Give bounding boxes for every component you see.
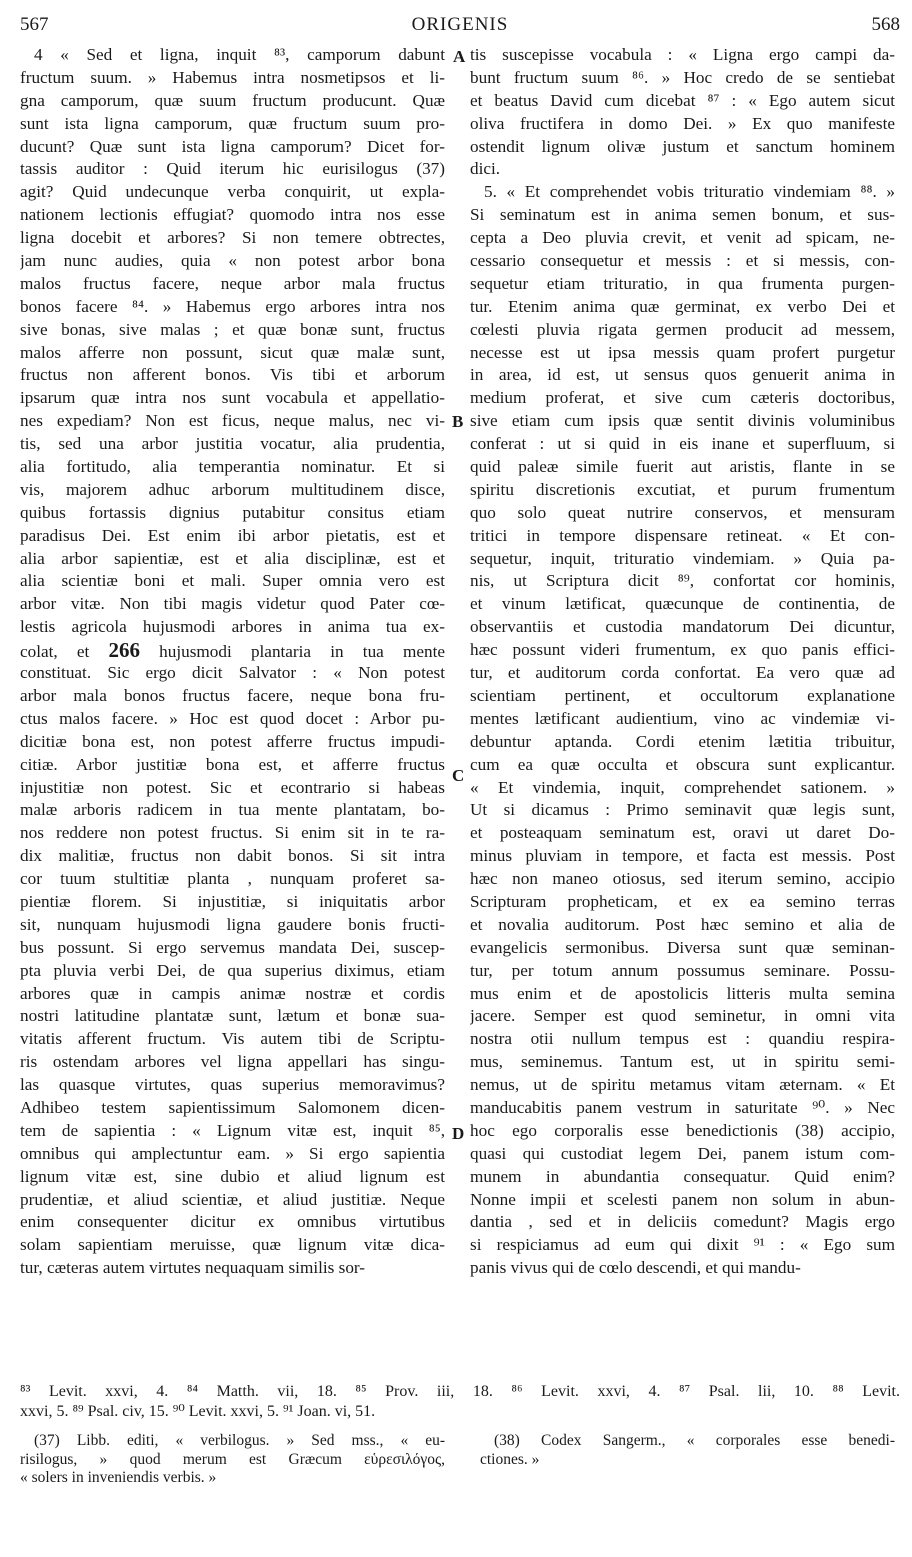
text-line: nostri latitudine plantatæ sunt, lætum et bonæ sua- (20, 1006, 445, 1026)
text-line: Scripturam propheticam, et ex ea semino terras (470, 891, 895, 911)
text-line: spiritu discretionis excutiat, et purum frumentum (470, 479, 895, 499)
text-line: fructus non afferent bonos. Vis tibi et arborum (20, 365, 445, 385)
text-line: Si seminatum est in anima semen bonum, et sus- (470, 205, 895, 225)
text-line: tis suscepisse vocabula : « Ligna ergo campi da- (470, 45, 895, 64)
critical-note-line: (38) Codex Sangerm., « corporales esse benedi- (494, 1432, 895, 1449)
text-line: mus, seminemus. Tantum est, ut in spiritu semi- (470, 1052, 895, 1072)
text-line: bunt fructum suum ⁸⁶. » Hoc credo de se sentiebat (470, 67, 895, 87)
critical-note-line: ctiones. » (480, 1450, 540, 1468)
critical-note-line: (37) Libb. editi, « verbilogus. » Sed mss., « eu- (34, 1432, 445, 1449)
text-line: medium proferat, et sive cum cæteris doctoribus, (470, 388, 895, 408)
text-line: cum ea quæ occulta et obscura sunt explicantur. (470, 754, 895, 774)
text-line: sunt ista ligna camporum, quæ fructum suum pro- (20, 113, 445, 133)
text-line: sequetur etiam trituratio, in qua frumenta purgen- (470, 273, 895, 293)
text-line: Adhibeo testem sapientissimum Salomonem dicen- (20, 1097, 445, 1117)
footnote-reference-line: xxvi, 5. ⁸⁹ Psal. civ, 15. ⁹⁰ Levit. xxvi, 5. ⁹¹ Joan. vi, 51. (20, 1403, 376, 1420)
text-line: tritici in tempore dispensare retineat. « Et con- (470, 525, 895, 545)
text-line: nes expediam? Non est ficus, neque malus, nec vi- (20, 411, 445, 431)
text-line: et beatus David cum dicebat ⁸⁷ : « Ego autem sicut (470, 90, 895, 110)
text-line: solam sapientiam meruisse, quæ lignum vitæ dica- (20, 1235, 445, 1255)
text-line: sit, nunquam hujusmodi ligna gaudere bonis fructi- (20, 914, 445, 934)
text-line: alia scientiæ boni et mali. Super omnia vero est (20, 571, 445, 591)
text-line: si respiciamus ad eum qui dixit ⁹¹ : « Ego sum (470, 1235, 895, 1255)
page-header (20, 14, 900, 40)
text-line: fructum suum. » Habemus intra nosmetipsos et li- (20, 67, 445, 87)
text-line: mus enim et de apostolicis litteris multa semina (470, 983, 895, 1003)
text-line: cor tuum stultitiæ planta , nunquam proferet sa- (20, 869, 445, 889)
right-text-column (470, 44, 895, 1280)
text-line: quibus fortassis dignius putabitur consitus etiam (20, 502, 445, 522)
text-line: Ut si dicamus : Primo seminavit quæ legis sunt, (470, 800, 895, 820)
text-line: scientiam pertinent, et occultorum explanatione (470, 685, 895, 705)
text-line: prudentiæ, et aliud scientiæ, et aliud justitiæ. Neque (20, 1189, 445, 1209)
text-line: munem in abundantia consequatur. Quid enim? (470, 1166, 895, 1186)
text-line: Nonne impii et scelesti panem non solum in abun- (470, 1189, 895, 1209)
text-line: ipsarum quæ intra nos sunt vocabula et appellatio- (20, 388, 445, 408)
margin-mark-b: B (452, 412, 464, 431)
text-line: tis, sed una arbor justitia vocatur, alia prudentia, (20, 434, 445, 454)
text-line: sequetur, inquit, trituratio vindemiam. » Quia pa- (470, 548, 895, 568)
text-line: manducabitis panem vestrum in saturitate ⁹⁰. » Nec (470, 1097, 895, 1117)
text-line: oliva fructifera in domo Dei. » Ex quo manifeste (470, 113, 895, 133)
margin-mark-c: C (452, 766, 465, 785)
text-line: colat, et 266 hujusmodi plantaria in tua mente (20, 639, 445, 663)
text-line: jam nunc audies, quia « non potest arbor bona (20, 251, 445, 271)
left-text-column (20, 44, 445, 1280)
text-line: et novalia auditorum. Post hæc semino et alia de (470, 914, 895, 934)
text-line: sive bonas, sive malas ; et quæ bonæ sunt, fructus (20, 319, 445, 339)
page-number-right: 568 (871, 14, 900, 35)
text-line: malæ arboris radicem in tua mente plantatam, bo- (20, 800, 445, 820)
text-line: arbor mala bonos fructus facere, neque bona fru- (20, 685, 445, 705)
text-line: constituat. Sic ergo dicit Salvator : « Non potest (20, 663, 445, 683)
margin-mark-d: D (452, 1124, 465, 1143)
text-line: panis vivus qui de cœlo descendi, et qui mandu- (470, 1258, 801, 1278)
text-line: agit? Quid undecunque verba conquirit, ut expla- (20, 182, 445, 202)
text-line: tem de sapientia : « Lignum vitæ est, inquit ⁸⁵, (20, 1120, 445, 1140)
scripture-references (20, 1382, 900, 1422)
column-number-marker: 266 (108, 639, 140, 663)
critical-note-line: « solers in inveniendis verbis. » (20, 1469, 217, 1486)
text-line: hæc possunt videri frumentum, ex quo panis effici- (470, 640, 895, 660)
text-line: paradisus Dei. Est enim ibi arbor pietatis, est et (20, 525, 445, 545)
text-line: cepta a Deo pluvia crevit, et venit ad spicam, ne- (470, 228, 895, 248)
text-line: alia arbor sapientiæ, est et alia disciplinæ, est et (20, 548, 445, 568)
text-line: ostendit lignum olivæ justum et sanctum hominem (470, 136, 895, 156)
text-line: alia fortitudo, alia temperantia nominatur. Et si (20, 457, 445, 477)
text-line: dantia , sed et in deliciis comedunt? Magis ergo (470, 1212, 895, 1232)
text-line: lestis agricola hujusmodi arbores in anima tua ex- (20, 617, 445, 637)
text-line: in area, id est, ut sensus quos genuerit anima in (470, 365, 895, 385)
text-line: nos reddere non potest fructus. Si enim sit in te ra- (20, 823, 445, 843)
text-line: tassis auditor : Quid iterum hic eurisilogus (37) (20, 159, 445, 179)
text-line: tur, cæteras autem virtutes nequaquam similis sor- (20, 1258, 366, 1278)
text-line: dici. (470, 159, 501, 179)
text-line: jacere. Semper est quod seminetur, in omni vita (470, 1006, 895, 1026)
text-line: tur. Etenim anima quæ germinat, ex verbo Dei et (470, 296, 895, 316)
text-line: cessario consequetur et messis : et si messis, con- (470, 251, 895, 271)
text-line: pientiæ florem. Si injustitiæ, si iniquitatis arbor (20, 891, 445, 911)
text-line: evangelicis sermonibus. Diversa sunt quæ seminan- (470, 937, 895, 957)
text-line: quid paleæ simile fuerit aut aristis, flante in se (470, 457, 895, 477)
text-line: mentes lætificant audientium, vino ac vindemiæ vi- (470, 708, 895, 728)
text-line: nationem lectionis effugiat? quomodo intra nos esse (20, 205, 445, 225)
text-line: ligna docebit et arbores? Si non temere obtrectes, (20, 228, 445, 248)
text-line: arbores quæ in campis animæ nostræ et cordis (20, 983, 445, 1003)
footnote-reference-line: ⁸³ Levit. xxvi, 4. ⁸⁴ Matth. vii, 18. ⁸⁵ Prov. iii, 18. ⁸⁶ Levit. xxvi, 4. ⁸⁷ Psal. lii, 10. ⁸⁸ Levit. (20, 1383, 900, 1400)
critical-note-37 (20, 1432, 445, 1488)
text-line: omnibus qui amplectuntur eam. » Si ergo sapientia (20, 1143, 445, 1163)
text-line: hæc non maneo otiosus, sed iterum semino, accipio (470, 869, 895, 889)
text-line: injustitiæ non potest. Sic et econtrario si habeas (20, 777, 445, 797)
page-number-left: 567 (20, 14, 49, 35)
text-line: pta pluvia verbi Dei, de qua superius diximus, etiam (20, 960, 445, 980)
text-line: « Et vindemia, inquit, comprehendet sationem. » (470, 777, 895, 797)
text-line: conferat : ut si quid in eis inane et superfluum, si (470, 434, 895, 454)
text-line: et vinum lætificat, quæcunque de continentia, de (470, 594, 895, 614)
text-line: dicitiæ bona est, non potest afferre fructus impudi- (20, 731, 445, 751)
text-line: enim consequenter dicitur ex omnibus virtutibus (20, 1212, 445, 1232)
text-line: necesse est ut ipsa messis quam profert purgetur (470, 342, 895, 362)
text-line: bonos facere ⁸⁴. » Habemus ergo arbores intra nos (20, 296, 445, 316)
text-line: arbor vitæ. Non tibi magis videtur quod Pater cœ- (20, 594, 445, 614)
text-line: hoc ego corporalis esse benedictionis (38) accipio, (470, 1120, 895, 1140)
text-line: cœlesti pluvia rigata germen producit ad messem, (470, 319, 895, 339)
text-line: lignum vitæ est, sine dubio et aliud lignum est (20, 1166, 445, 1186)
text-line: vis, majorem adhuc arborum multitudinem disce, (20, 479, 445, 499)
text-line: quo solo queat nutrire conservos, et mensuram (470, 502, 895, 522)
text-line: nis, ut Scriptura dicit ⁸⁹, confortat cor hominis, (470, 571, 895, 591)
text-line: nostra otii nullum tempus est : quandiu respira- (470, 1029, 895, 1049)
text-line: quasi qui custodiat legem Dei, panem istum com- (470, 1143, 895, 1163)
text-line: malos afferre non possunt, sicut quæ malæ sunt, (20, 342, 445, 362)
text-line: nemus, ut de spiritu metamus vitam æternam. « Et (470, 1075, 895, 1095)
text-line: 5. « Et comprehendet vobis trituratio vindemiam ⁸⁸. » (484, 182, 895, 202)
text-line: et posteaquam seminatum est, oravi ut daret Do- (470, 823, 895, 843)
text-line: 4 « Sed et ligna, inquit ⁸³, camporum dabunt (34, 45, 445, 64)
text-line: tur, et auditorum corda confortat. Ea vero quæ ad (470, 663, 895, 683)
critical-note-38 (480, 1432, 895, 1469)
margin-mark-a: A (453, 47, 466, 66)
text-line: debuntur aptanda. Cordi etenim lætitia tribuitur, (470, 731, 895, 751)
text-line: gna camporum, quæ suum fructum producunt. Quæ (20, 90, 445, 110)
text-line: bus possunt. Si ergo servemus mandata Dei, suscep- (20, 937, 445, 957)
text-line: citiæ. Arbor justitiæ bona est, et afferre fructus (20, 754, 445, 774)
text-line: sive etiam cum ipsis quæ sentit divinis voluminibus (470, 411, 895, 431)
text-line: ctus malos facere. » Hoc est quod docet : Arbor pu- (20, 708, 445, 728)
text-line: las quasque virtutes, quas superius memoravimus? (20, 1075, 445, 1095)
text-line: dix malitiæ, fructus non dabit bonos. Si sit intra (20, 846, 445, 866)
text-line: tur, per totum annum possumus seminare. Possu- (470, 960, 895, 980)
critical-note-line: risilogus, » quod merum est Græcum εὑρεσιλόγος, (20, 1450, 445, 1468)
text-line: ducunt? Quæ sunt ista ligna camporum? Dicet for- (20, 136, 445, 156)
text-line: observantiis et custodia mandatorum Dei dicuntur, (470, 617, 895, 637)
text-line: vitatis afferent fructum. Vis autem tibi de Scriptu- (20, 1029, 445, 1049)
text-line: minus pluviam in tempore, et facta est messis. Post (470, 846, 895, 866)
text-line: ris ostendam arbores vel ligna appellari has singu- (20, 1052, 445, 1072)
running-title: ORIGENIS (411, 14, 509, 35)
text-line: malos fructus facere, neque arbor mala fructus (20, 273, 445, 293)
